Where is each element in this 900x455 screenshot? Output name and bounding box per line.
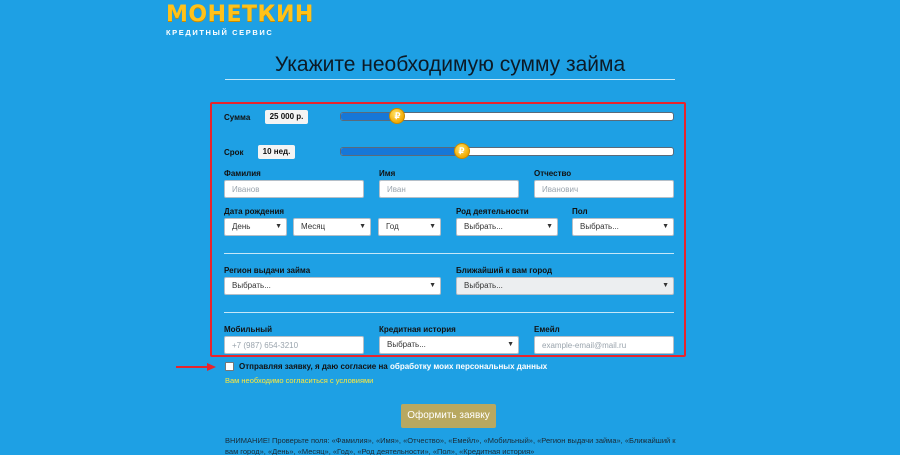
region-select[interactable] (224, 277, 441, 295)
patronymic-input[interactable] (534, 180, 674, 198)
amount-value-badge: 25 000 р. (265, 110, 308, 124)
region-value: Выбрать... (232, 281, 271, 290)
chevron-down-icon: ▼ (429, 223, 436, 230)
term-slider-handle[interactable]: ₽ (454, 143, 470, 159)
birth-day-value: День (232, 222, 251, 231)
birth-year-value: Год (386, 222, 399, 231)
email-label: Емейл (534, 325, 560, 334)
chevron-down-icon: ▼ (359, 223, 366, 230)
chevron-down-icon: ▼ (275, 223, 282, 230)
arrow-right-icon (176, 362, 216, 372)
patronymic-label: Отчество (534, 169, 572, 178)
term-value-badge: 10 нед. (258, 145, 295, 159)
occupation-label: Род деятельности (456, 207, 529, 216)
logo-tagline: КРЕДИТНЫЙ СЕРВИС (166, 28, 274, 37)
section-divider (224, 312, 674, 313)
birth-date-label: Дата рождения (224, 207, 285, 216)
chevron-down-icon: ▼ (662, 282, 669, 289)
privacy-link[interactable]: обработку моих персональных данных (389, 362, 548, 371)
consent-text (239, 362, 547, 371)
section-divider (224, 253, 674, 254)
city-select[interactable] (456, 277, 674, 295)
gender-value: Выбрать... (580, 222, 619, 231)
birth-day-select[interactable] (224, 218, 287, 236)
logo[interactable] (166, 3, 314, 37)
term-slider[interactable] (340, 147, 674, 156)
validation-notice: ВНИМАНИЕ! Проверьте поля: «Фамилия», «Имя», «Отчество», «Емейл», «Мобильный», «Регион выдачи займа», «Ближайший к вам город», «День», «Месяц», «Год», «Род деятельности», «Пол», «Кредитная история» (225, 436, 676, 455)
chevron-down-icon: ▼ (507, 341, 514, 348)
first-name-input[interactable] (379, 180, 519, 198)
last-name-input[interactable] (224, 180, 364, 198)
phone-input[interactable] (224, 336, 364, 354)
credit-history-label: Кредитная история (379, 325, 456, 334)
occupation-value: Выбрать... (464, 222, 503, 231)
credit-history-value: Выбрать... (387, 340, 426, 349)
region-label: Регион выдачи займа (224, 266, 311, 275)
gender-label: Пол (572, 207, 588, 216)
birth-month-value: Месяц (301, 222, 326, 231)
credit-history-select[interactable] (379, 336, 519, 354)
consent-checkbox[interactable] (225, 362, 234, 371)
birth-month-select[interactable] (293, 218, 371, 236)
logo-name: МОНЕТКИН (166, 2, 314, 27)
term-slider-fill (341, 148, 462, 155)
chevron-down-icon: ▼ (662, 223, 669, 230)
city-value: Выбрать... (464, 281, 503, 290)
occupation-select[interactable] (456, 218, 558, 236)
term-label: Срок (224, 148, 244, 157)
amount-slider[interactable] (340, 112, 674, 121)
last-name-label: Фамилия (224, 169, 261, 178)
amount-slider-handle[interactable]: ₽ (389, 108, 405, 124)
consent-warning: Вам необходимо согласиться с условиями (225, 376, 374, 385)
amount-label: Сумма (224, 113, 251, 122)
first-name-label: Имя (379, 169, 396, 178)
title-divider (225, 79, 675, 80)
city-label: Ближайший к вам город (456, 266, 553, 275)
phone-label: Мобильный (224, 325, 272, 334)
birth-year-select[interactable] (378, 218, 441, 236)
consent-label: Отправляя заявку, я даю согласие на (239, 362, 390, 371)
gender-select[interactable] (572, 218, 674, 236)
page-title: Укажите необходимую сумму займа (274, 53, 626, 76)
submit-button[interactable]: Оформить заявку (401, 404, 496, 428)
email-input[interactable] (534, 336, 674, 354)
chevron-down-icon: ▼ (429, 282, 436, 289)
chevron-down-icon: ▼ (546, 223, 553, 230)
